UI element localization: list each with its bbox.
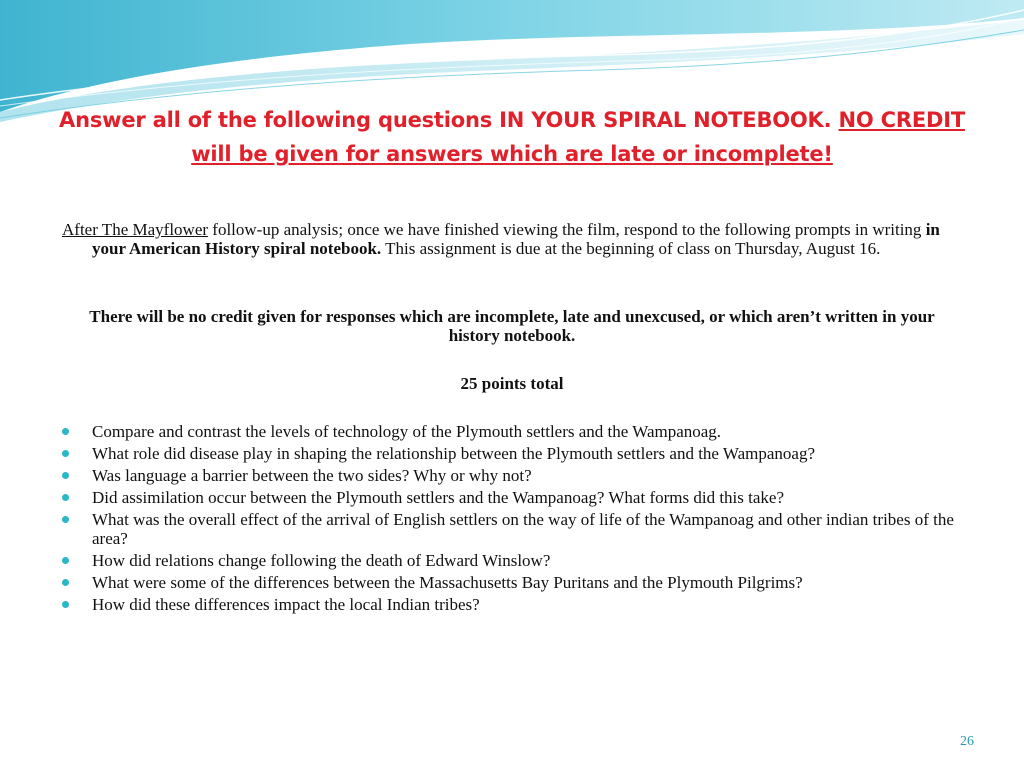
credit-notice: There will be no credit given for responses which are incomplete, late and unexcused, or which aren’t written in your history notebook. [89, 307, 935, 345]
points-total: 25 points total [460, 374, 564, 393]
question-text: Did assimilation occur between the Plymouth settlers and the Wampanoag? What forms did this take? [92, 488, 785, 507]
question-item [62, 444, 962, 463]
question-list [62, 422, 962, 617]
bullet-icon [62, 472, 69, 479]
intro-bold-text: in your American History spiral notebook. [92, 220, 940, 258]
question-item [62, 510, 962, 548]
question-item [62, 573, 962, 592]
question-item [62, 595, 962, 614]
question-item [62, 488, 962, 507]
question-text: What role did disease play in shaping the relationship between the Plymouth settlers and the Wampanoag? [92, 444, 815, 463]
bullet-icon [62, 601, 69, 608]
bullet-icon [62, 494, 69, 501]
bullet-icon [62, 557, 69, 564]
question-item [62, 422, 962, 441]
title-instruction: Answer all of the following questions IN YOUR SPIRAL NOTEBOOK. [59, 108, 832, 132]
bullet-icon [62, 450, 69, 457]
page-number: 26 [960, 734, 974, 749]
question-text: How did relations change following the death of Edward Winslow? [92, 551, 551, 570]
intro-paragraph [62, 220, 962, 258]
question-item [62, 551, 962, 570]
question-text: How did these differences impact the local Indian tribes? [92, 595, 480, 614]
question-text: Compare and contrast the levels of technology of the Plymouth settlers and the Wampanoag. [92, 422, 722, 441]
question-text: What were some of the differences between the Massachusetts Bay Puritans and the Plymouth Pilgrims? [92, 573, 803, 592]
bullet-icon [62, 579, 69, 586]
bullet-icon [62, 428, 69, 435]
intro-text-a: follow-up analysis; once we have finished viewing the film, respond to the following prompts in writing [208, 220, 926, 239]
slide-title [40, 103, 984, 171]
film-title: After The Mayflower [62, 220, 209, 239]
question-text: Was language a barrier between the two sides? Why or why not? [92, 466, 532, 485]
question-text: What was the overall effect of the arrival of English settlers on the way of life of the Wampanoag and other indian tribes of the area? [92, 510, 954, 548]
question-item [62, 466, 962, 485]
title-warning: NO CREDIT will be given for answers which are late or incomplete! [191, 108, 965, 166]
bullet-icon [62, 516, 69, 523]
intro-text-b: This assignment is due at the beginning of class on Thursday, August 16. [381, 239, 881, 258]
